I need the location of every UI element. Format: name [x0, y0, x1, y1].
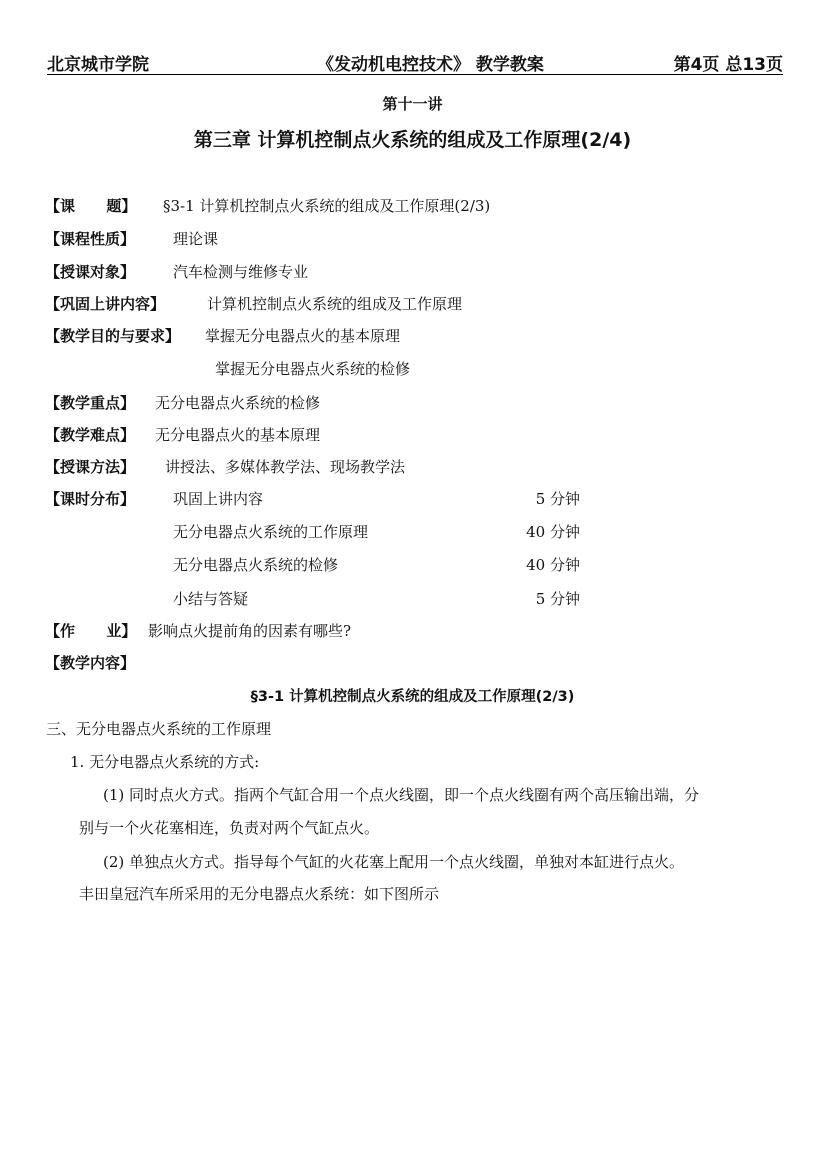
- schedule-label: 【课时分布】: [45, 490, 136, 508]
- difficulty-value: 无分电器点火的基本原理: [155, 426, 321, 444]
- course-title: 《发动机电控技术》 教学教案: [317, 55, 544, 75]
- lecture-title: 第十一讲: [382, 95, 443, 113]
- audience-label: 【授课对象】: [45, 263, 136, 281]
- content-paragraph: 别与一个火花塞相连，负责对两个气缸点火。: [79, 819, 380, 837]
- difficulty-label: 【教学难点】: [45, 426, 136, 444]
- school-name: 北京城市学院: [47, 55, 149, 75]
- method-label: 【授课方法】: [45, 458, 136, 476]
- content-label: 【教学内容】: [45, 654, 136, 672]
- page-number: 第4页 总13页: [673, 55, 783, 75]
- key-point-label: 【教学重点】: [45, 394, 136, 412]
- schedule-time: 40 分钟: [526, 523, 580, 541]
- schedule-item: 无分电器点火系统的检修: [173, 556, 339, 574]
- nature-label: 【课程性质】: [45, 230, 136, 248]
- content-paragraph: (1) 同时点火方式。指两个气缸合用一个点火线圈，即一个点火线圈有两个高压输出端，分: [103, 786, 700, 804]
- key-point-value: 无分电器点火系统的检修: [155, 394, 321, 412]
- goal-item: 掌握无分电器点火系统的检修: [215, 360, 411, 378]
- topic-label: 【课 题】: [45, 197, 137, 215]
- review-label: 【巩固上讲内容】: [45, 295, 166, 313]
- chapter-title: 第三章 计算机控制点火系统的组成及工作原理(2/4): [193, 129, 632, 151]
- schedule-item: 巩固上讲内容: [173, 490, 264, 508]
- topic-value: §3-1 计算机控制点火系统的组成及工作原理(2/3): [163, 197, 491, 215]
- nature-value: 理论课: [173, 230, 219, 248]
- section-title: §3-1 计算机控制点火系统的组成及工作原理(2/3): [250, 689, 575, 705]
- schedule-time: 5 分钟: [535, 490, 580, 508]
- content-subheading: 1. 无分电器点火系统的方式:: [70, 753, 260, 771]
- content-paragraph: (2) 单独点火方式。指导每个气缸的火花塞上配用一个点火线圈，单独对本缸进行点火。: [103, 853, 685, 871]
- review-value: 计算机控制点火系统的组成及工作原理: [207, 295, 463, 313]
- schedule-time: 5 分钟: [535, 590, 580, 608]
- homework-label: 【作 业】: [45, 622, 137, 640]
- homework-value: 影响点火提前角的因素有哪些?: [148, 622, 352, 640]
- goal-item: 掌握无分电器点火的基本原理: [205, 327, 401, 345]
- schedule-time: 40 分钟: [526, 556, 580, 574]
- method-value: 讲授法、多媒体教学法、现场教学法: [165, 458, 406, 476]
- content-heading: 三、无分电器点火系统的工作原理: [46, 720, 272, 738]
- audience-value: 汽车检测与维修专业: [173, 263, 309, 281]
- goal-label: 【教学目的与要求】: [45, 327, 181, 345]
- content-paragraph: 丰田皇冠汽车所采用的无分电器点火系统：如下图所示: [79, 885, 440, 903]
- page-header: [47, 48, 783, 75]
- schedule-item: 无分电器点火系统的工作原理: [173, 523, 369, 541]
- schedule-item: 小结与答疑: [173, 590, 249, 608]
